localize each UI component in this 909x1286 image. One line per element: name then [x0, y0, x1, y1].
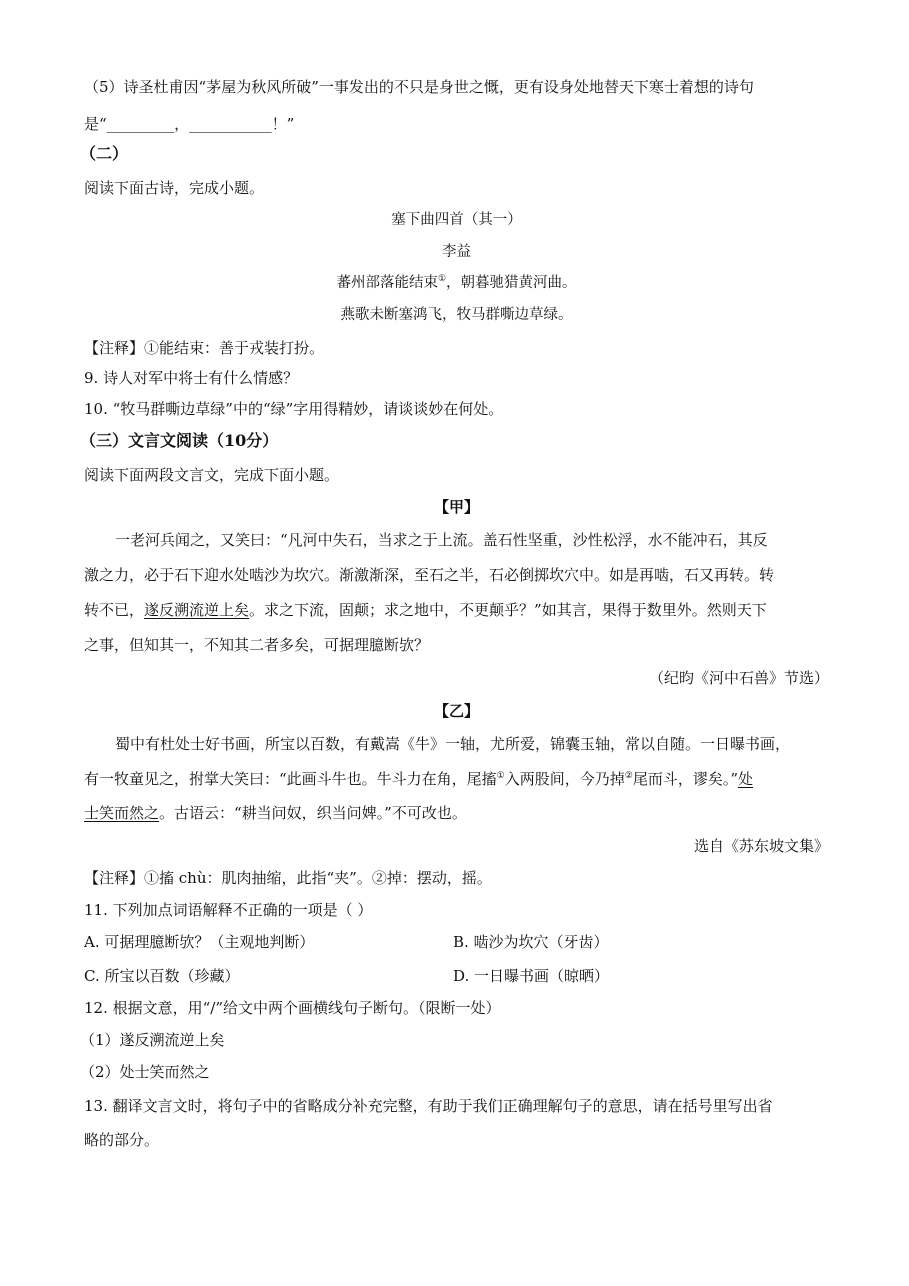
passage-yi-label: 【乙】 [433, 702, 479, 720]
passage-yi-line2-b: 入两股间，今乃掉 [504, 770, 625, 788]
question-12-sub2: （2）处士笑而然之 [80, 1063, 210, 1081]
passage-yi-line2 [84, 768, 829, 790]
poem-line1 [84, 272, 829, 294]
passage-jia-line3 [84, 599, 829, 621]
poem-author: 李益 [442, 244, 471, 260]
passage-yi-line2-a: 有一牧童见之，拊掌大笑曰：“此画斗牛也。牛斗力在角，尾搐 [84, 770, 497, 788]
section2-note: 【注释】①能结束：善于戎装打扮。 [84, 339, 325, 357]
question-11: 11. 下列加点词语解释不正确的一项是（ ） [84, 901, 373, 919]
passage-yi-line1: 蜀中有杜处士好书画，所宝以百数，有戴嵩《牛》一轴，尤所爱，锦囊玉轴，常以自随。一日曝书画， [115, 735, 791, 753]
passage-jia-line1: 一老河兵闻之，又笑曰：“凡河中失石，当求之于上流。盖石性坚重，沙性松浮，水不能冲石，其反 [115, 531, 768, 549]
q5-line2: 是“_________，___________！” [84, 115, 295, 133]
question-12-sub1: （1）遂反溯流逆上矣 [80, 1031, 225, 1049]
section3-heading: （三）文言文阅读（10分） [80, 431, 279, 450]
passage-yi-source: 选自《苏东坡文集》 [693, 837, 829, 855]
question-13-line2: 略的部分。 [84, 1131, 160, 1149]
passage-jia-line3-b: 。求之下流，固颠；求之地中，不更颠乎？”如其言，果得于数里外。然则天下 [249, 601, 767, 619]
passage-yi-line2-c: 尾而斗，谬矣。” [632, 770, 739, 788]
option-b: B. 啮沙为坎穴（牙齿） [453, 933, 609, 951]
passage-jia-line3-a: 转不已， [84, 601, 145, 619]
passage-jia-source: （纪昀《河中石兽》节选） [648, 669, 829, 687]
option-d: D. 一日曝书画（晾晒） [453, 967, 610, 985]
footnote-mark: ② [624, 771, 633, 781]
underlined-sentence-2-end: 士笑而然之 [84, 804, 160, 822]
underlined-sentence-2-start: 处 [738, 770, 754, 788]
poem-title: 塞下曲四首（其一） [391, 212, 522, 228]
passage-jia-line2: 激之力，必于石下迎水处啮沙为坎穴。渐激渐深，至石之半，石必倒掷坎穴中。如是再啮，石又再转。转 [84, 566, 775, 584]
underlined-sentence-1: 遂反溯流逆上矣 [144, 601, 250, 619]
passage-yi-line3-b: 。古语云：“耕当问奴，织当问婢。”不可改也。 [159, 804, 467, 822]
option-c: C. 所宝以百数（珍藏） [84, 967, 240, 985]
question-12: 12. 根据文意，用“/”给文中两个画横线句子断句。（限断一处） [84, 999, 501, 1017]
section3-instruction: 阅读下面两段文言文，完成下面小题。 [84, 466, 340, 484]
footnote-mark: ① [496, 771, 505, 781]
poem-line2: 燕歌未断塞鸿飞，牧马群嘶边草绿。 [340, 307, 573, 323]
q5-line1: （5）诗圣杜甫因“茅屋为秋风所破”一事发出的不只是身世之慨，更有设身处地替天下寒士着想的诗句 [84, 78, 754, 96]
section2-instruction: 阅读下面古诗，完成小题。 [84, 179, 265, 197]
section2-heading: （二） [80, 144, 129, 163]
section3-note: 【注释】①搐 chù：肌肉抽缩，此指“夹”。②掉：摆动，摇。 [84, 869, 492, 887]
question-13-line1: 13. 翻译文言文时，将句子中的省略成分补充完整，有助于我们正确理解句子的意思，请在括号里写出省 [84, 1097, 773, 1115]
option-a: A. 可据理臆断欤？（主观地判断） [84, 933, 315, 951]
poem-line1-a: 蕃州部落能结束 [336, 275, 438, 291]
footnote-mark: ① [437, 274, 447, 285]
passage-yi-line3 [84, 802, 829, 824]
passage-jia-label: 【甲】 [433, 498, 479, 516]
question-10: 10. “牧马群嘶边草绿”中的“绿”字用得精妙，请谈谈妙在何处。 [84, 400, 504, 418]
question-9: 9. 诗人对军中将士有什么情感？ [84, 369, 299, 387]
passage-jia-line4: 之事，但知其一，不知其二者多矣，可据理臆断欤？ [84, 636, 430, 654]
poem-line1-b: ，朝暮驰猎黄河曲。 [446, 275, 577, 291]
